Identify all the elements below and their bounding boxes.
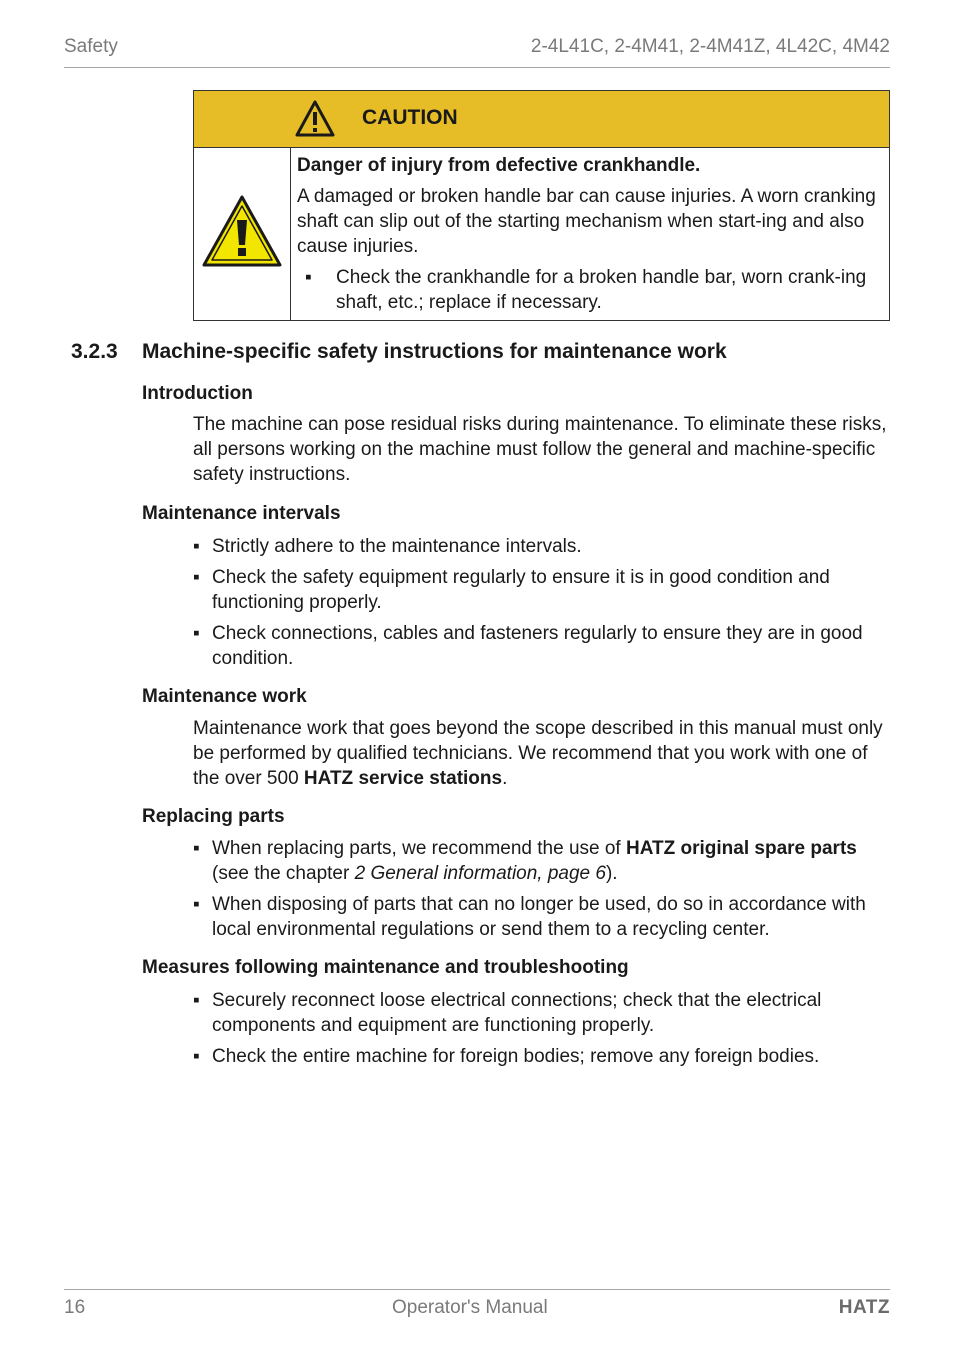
list-item-text: Check the entire machine for foreign bodies; remove any foreign bodies. [212,1046,820,1067]
bullet-marker: ▪ [193,894,200,915]
introduction-text: The machine can pose residual risks during maintenance. To eliminate these risks, all persons working on the machine must follow the general and machine-specific safety instructions. [193,414,887,485]
list-item-text: Check connections, cables and fasteners regularly to ensure they are in good condition. [212,623,863,669]
warning-triangle-icon [294,99,336,139]
caution-bullet [297,265,881,315]
service-stations-emphasis: HATZ service stations [303,768,503,789]
chapter-reference-link[interactable]: 2 General information, page 6 [354,863,606,884]
list-item-text: When disposing of parts that can no longer be used, do so in accordance with local environmental regulations or send them to a recycling center. [212,894,866,940]
section-title: Machine-specific safety instructions for maintenance work [142,340,727,363]
introduction-heading: Introduction [142,383,253,404]
footer-title: Operator's Manual [392,1297,548,1318]
spare-parts-emphasis: HATZ original spare parts [625,838,857,859]
bullet-marker: ▪ [193,567,200,588]
intervals-heading: Maintenance intervals [142,503,341,524]
list-item-text: Strictly adhere to the maintenance intervals. [212,536,582,557]
text-run: When replacing parts, we recommend the use of [212,838,626,859]
warning-sign-icon [200,193,284,269]
replacing-parts-heading: Replacing parts [142,806,285,827]
text-run: (see the chapter [212,863,355,884]
hatz-logo: HATZ [838,1297,890,1318]
page-header [64,36,890,60]
bullet-marker: ▪ [193,1046,200,1067]
list-item-text: Securely reconnect loose electrical connections; check that the electrical components and equipment are functioning properly. [212,990,822,1036]
page-number: 16 [64,1297,86,1318]
bullet-marker: ▪ [305,267,312,288]
caution-heading: Danger of injury from defective crankhandle. [297,155,701,176]
caution-bullet-text: Check the crankhandle for a broken handle bar, worn crank-ing shaft, etc.; replace if necessary. [336,267,867,313]
bullet-marker: ▪ [193,623,200,644]
bullet-marker: ▪ [193,536,200,557]
caution-label: CAUTION [362,106,458,129]
text-run: . [502,768,508,789]
caution-body [297,153,881,315]
section-heading [71,340,727,364]
text-run: Maintenance work that goes beyond the scope described in this manual must only be performed by qualified technicians. We recommend that you work with one of the over 500 [193,718,883,789]
bullet-marker: ▪ [193,990,200,1011]
bullet-marker: ▪ [193,838,200,859]
header-rule [64,67,890,68]
maintenance-work-heading: Maintenance work [142,686,307,707]
caution-divider [290,147,291,320]
header-section: Safety [64,36,118,57]
footer-rule [64,1289,890,1290]
maintenance-work-text [193,716,893,791]
caution-text: A damaged or broken handle bar can cause injuries. A worn cranking shaft can slip out of the starting mechanism when start-ing and also cause injuries. [297,186,876,257]
caution-banner [194,91,889,148]
caution-box [193,90,890,321]
list-item-text [212,836,887,886]
section-number: 3.2.3 [71,340,118,363]
list-item-text: Check the safety equipment regularly to ensure it is in good condition and functioning properly. [212,567,830,613]
text-run: ). [605,863,618,884]
measures-heading: Measures following maintenance and troubleshooting [142,957,629,978]
header-models: 2-4L41C, 2-4M41, 2-4M41Z, 4L42C, 4M42 [530,36,890,57]
page-footer [64,1297,890,1321]
